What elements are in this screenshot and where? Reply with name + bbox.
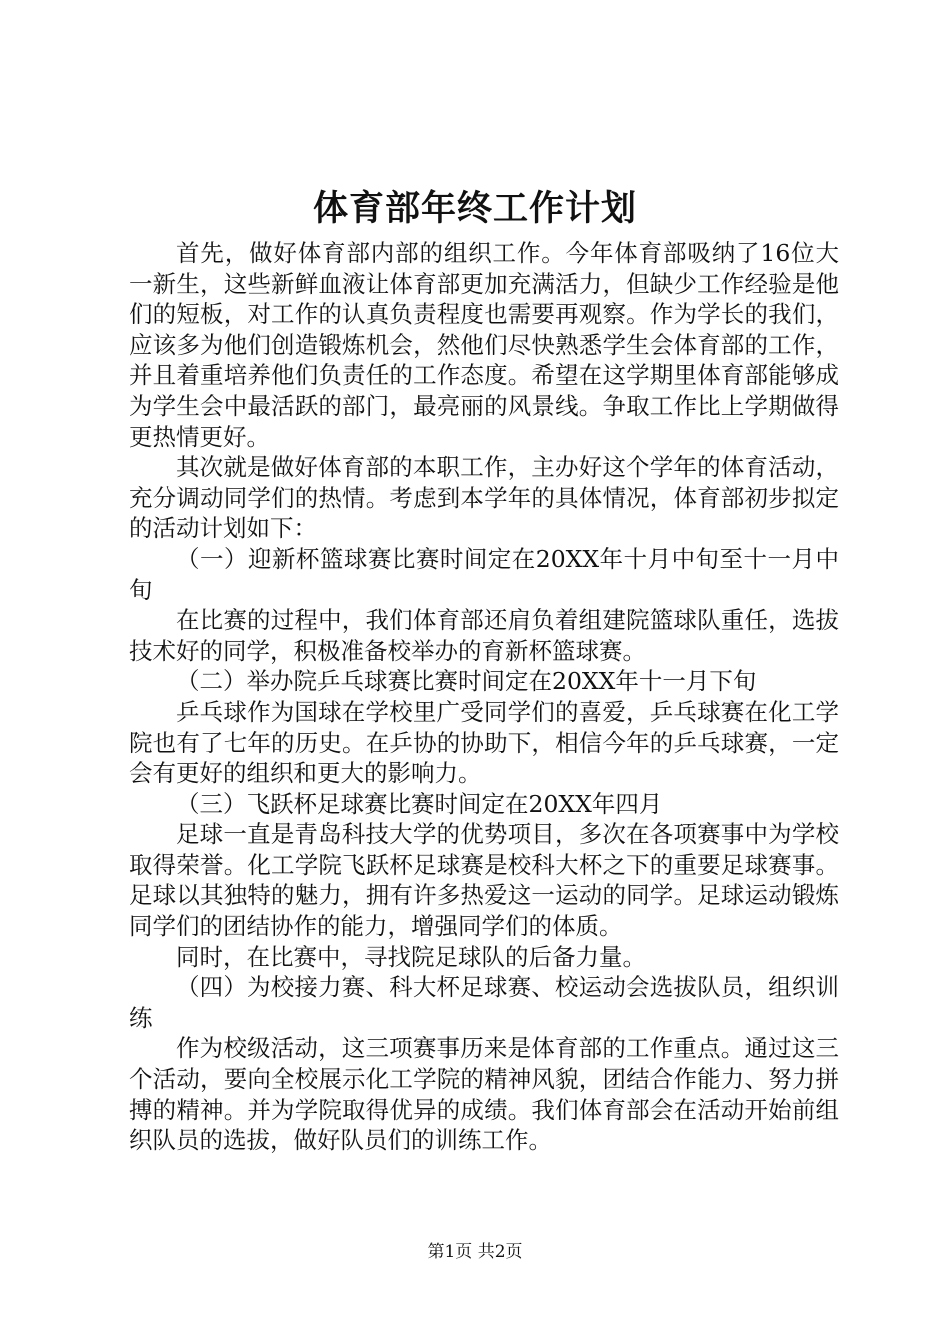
paragraph-basketball: 在比赛的过程中，我们体育部还肩负着组建院篮球队重任，选拔技术好的同学，积极准备校举办的育新杯篮球赛。 — [129, 606, 839, 665]
paragraph-duties: 其次就是做好体育部的本职工作，主办好这个学年的体育活动，充分调动同学们的热情。考虑到本学年的具体情况，体育部初步拟定的活动计划如下： — [129, 453, 839, 543]
document-title: 体育部年终工作计划 — [312, 188, 637, 229]
document-body — [129, 238, 839, 1156]
section-heading-selection: （四）为校接力赛、科大杯足球赛、校运动会选拔队员，组织训练 — [129, 973, 839, 1032]
section-heading-basketball: （一）迎新杯篮球赛比赛时间定在20XX年十月中旬至十一月中旬 — [129, 544, 839, 604]
section-heading-table-tennis: （二）举办院乒乓球赛比赛时间定在20XX年十一月下旬 — [176, 667, 757, 696]
paragraph-selection: 作为校级活动，这三项赛事历来是体育部的工作重点。通过这三个活动，要向全校展示化工学院的精神风貌，团结合作能力、努力拼搏的精神。并为学院取得优异的成绩。我们体育部会在活动开始前组织队员的选拔，做好队员们的训练工作。 — [129, 1034, 839, 1155]
paragraph-football-reserve: 同时，在比赛中，寻找院足球队的后备力量。 — [176, 942, 646, 971]
section-heading-football: （三）飞跃杯足球赛比赛时间定在20XX年四月 — [176, 789, 663, 818]
paragraph-table-tennis: 乒乓球作为国球在学校里广受同学们的喜爱，乒乓球赛在化工学院也有了七年的历史。在乒协的协助下，相信今年的乒乓球赛，一定会有更好的组织和更大的影响力。 — [129, 697, 839, 788]
paragraph-football: 足球一直是青岛科技大学的优势项目，多次在各项赛事中为学校取得荣誉。化工学院飞跃杯足球赛是校科大杯之下的重要足球赛事。足球以其独特的魅力，拥有许多热爱这一运动的同学。足球运动锻炼同学们的团结协作的能力，增强同学们的体质。 — [129, 820, 839, 941]
paragraph-organization: 首先，做好体育部内部的组织工作。今年体育部吸纳了16位大一新生，这些新鲜血液让体育部更加充满活力，但缺少工作经验是他们的短板，对工作的认真负责程度也需要再观察。作为学长的我们，应该多为他们创造锻炼机会，然他们尽快熟悉学生会体育部的工作，并且着重培养他们负责任的工作态度。希望在这学期里体育部能够成为学生会中最活跃的部门，最亮丽的风景线。争取工作比上学期做得更热情更好。 — [129, 239, 839, 451]
page-number-footer: 第1页 共2页 — [427, 1242, 523, 1262]
